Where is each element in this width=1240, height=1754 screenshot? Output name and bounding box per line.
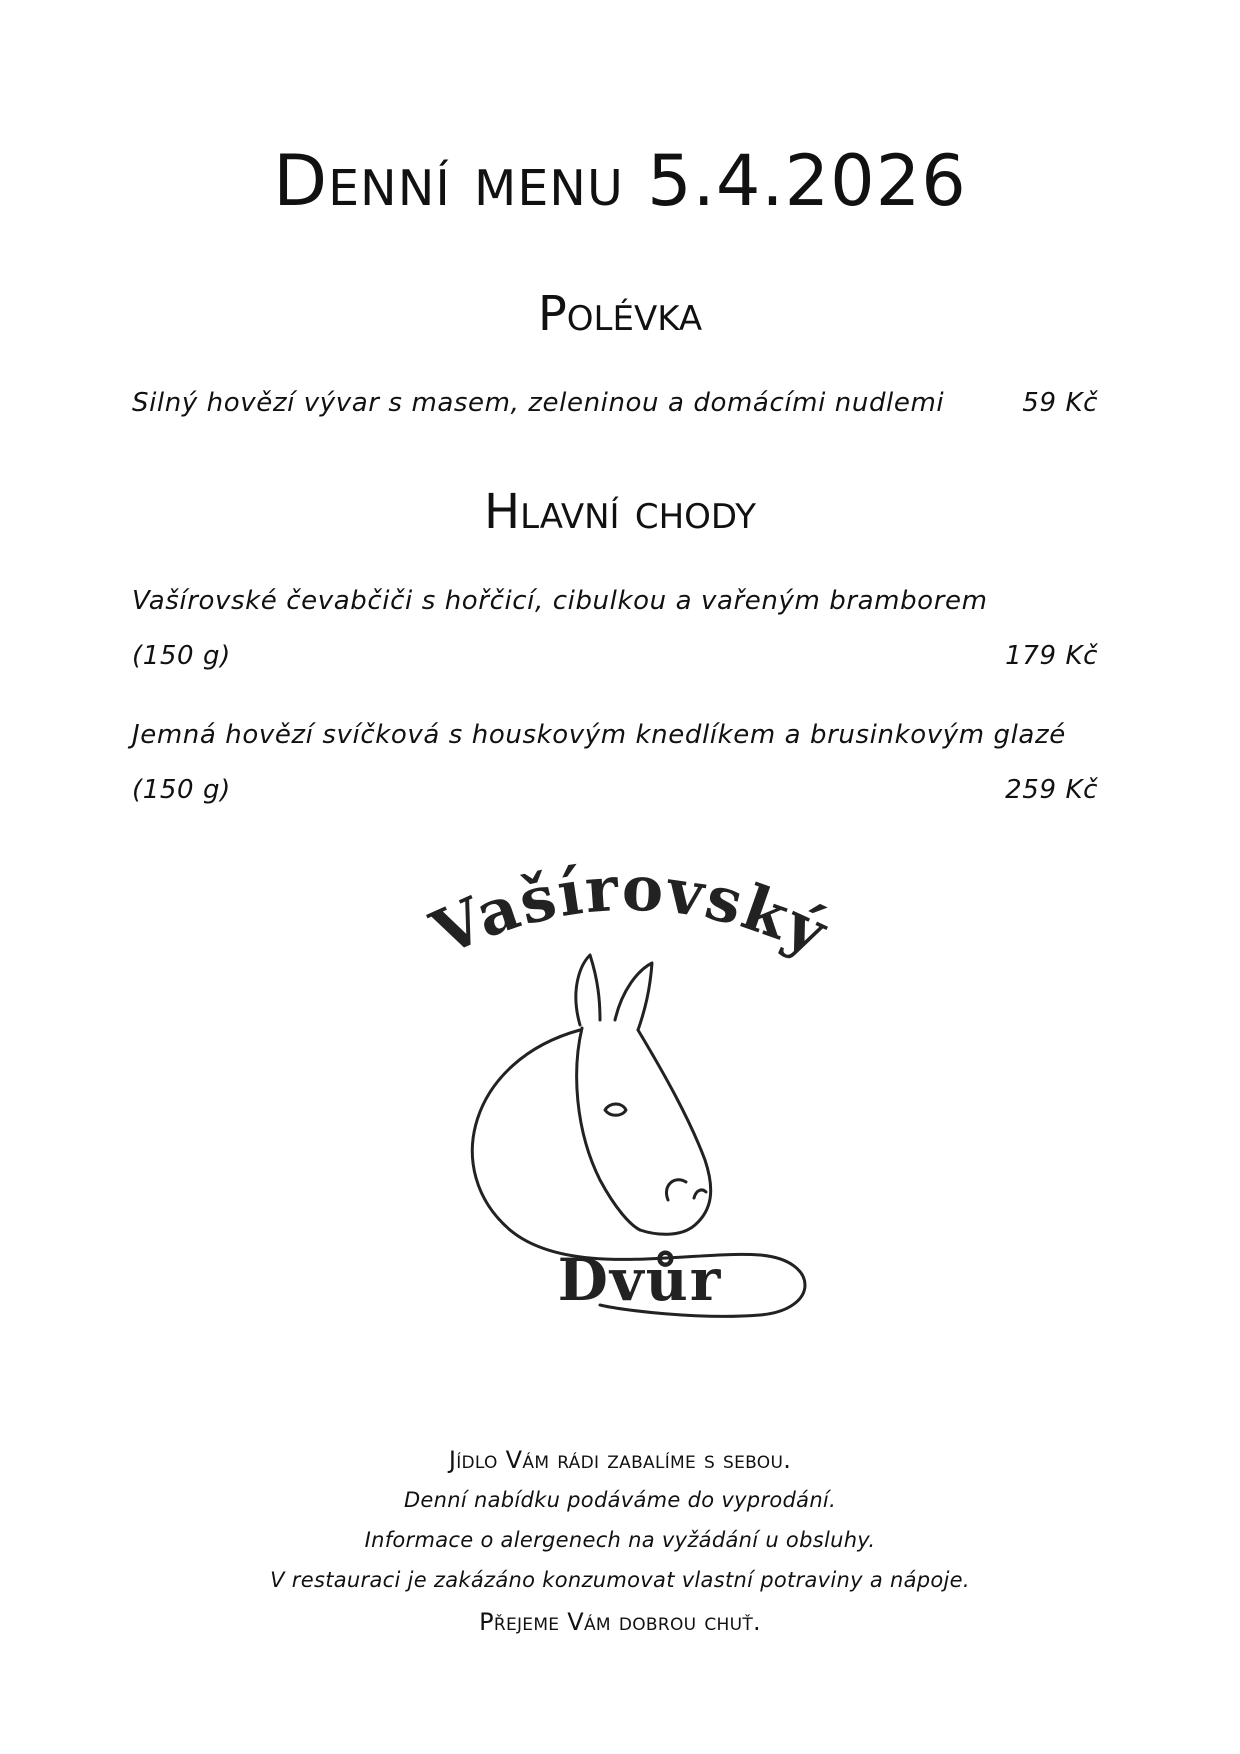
footer-takeaway-note: Jídlo Vám rádi zabalíme s sebou.	[448, 1446, 792, 1474]
logo-text-top: Vašírovský	[421, 860, 840, 970]
footer-own-food-note: V restauraci je zakázáno konzumovat vlastní potraviny a nápoje.	[270, 1568, 970, 1592]
soup-heading: Polévka	[537, 286, 703, 342]
main-item-2-portion: (150 g)	[132, 775, 231, 805]
menu-footer	[0, 1440, 1240, 1642]
menu-title: Denní menu 5.4.2026	[273, 140, 967, 222]
main-item-1-detail-row	[132, 641, 1098, 671]
footer-availability-note: Denní nabídku podáváme do vyprodání.	[403, 1488, 837, 1512]
main-item-1-portion: (150 g)	[132, 641, 231, 671]
main-item-1-name: Vašírovské čevabčiči s hořčicí, cibulkou a vařeným bramborem	[132, 586, 988, 616]
restaurant-logo	[400, 860, 880, 1340]
main-item-1-name-row	[132, 586, 1098, 616]
footer-allergen-note: Informace o alergenech na vyžádání u obsluhy.	[364, 1528, 876, 1552]
main-item-1-price: 179 Kč	[1005, 641, 1098, 671]
main-item-2-detail-row	[132, 775, 1098, 805]
soup-item-price: 59 Kč	[1022, 388, 1098, 418]
soup-item	[132, 388, 1098, 418]
main-courses-heading: Hlavní chody	[483, 484, 757, 540]
soup-item-name: Silný hovězí vývar s masem, zeleninou a domácími nudlemi	[132, 388, 945, 418]
main-item-2-name: Jemná hovězí svíčková s houskovým knedlíkem a brusinkovým glazé	[132, 720, 1066, 750]
main-item-2-price: 259 Kč	[1005, 775, 1098, 805]
logo-text-bottom: Dvůr	[557, 1246, 723, 1314]
footer-closing: Přejeme Vám dobrou chuť.	[479, 1608, 761, 1636]
main-item-2-name-row	[132, 720, 1098, 750]
